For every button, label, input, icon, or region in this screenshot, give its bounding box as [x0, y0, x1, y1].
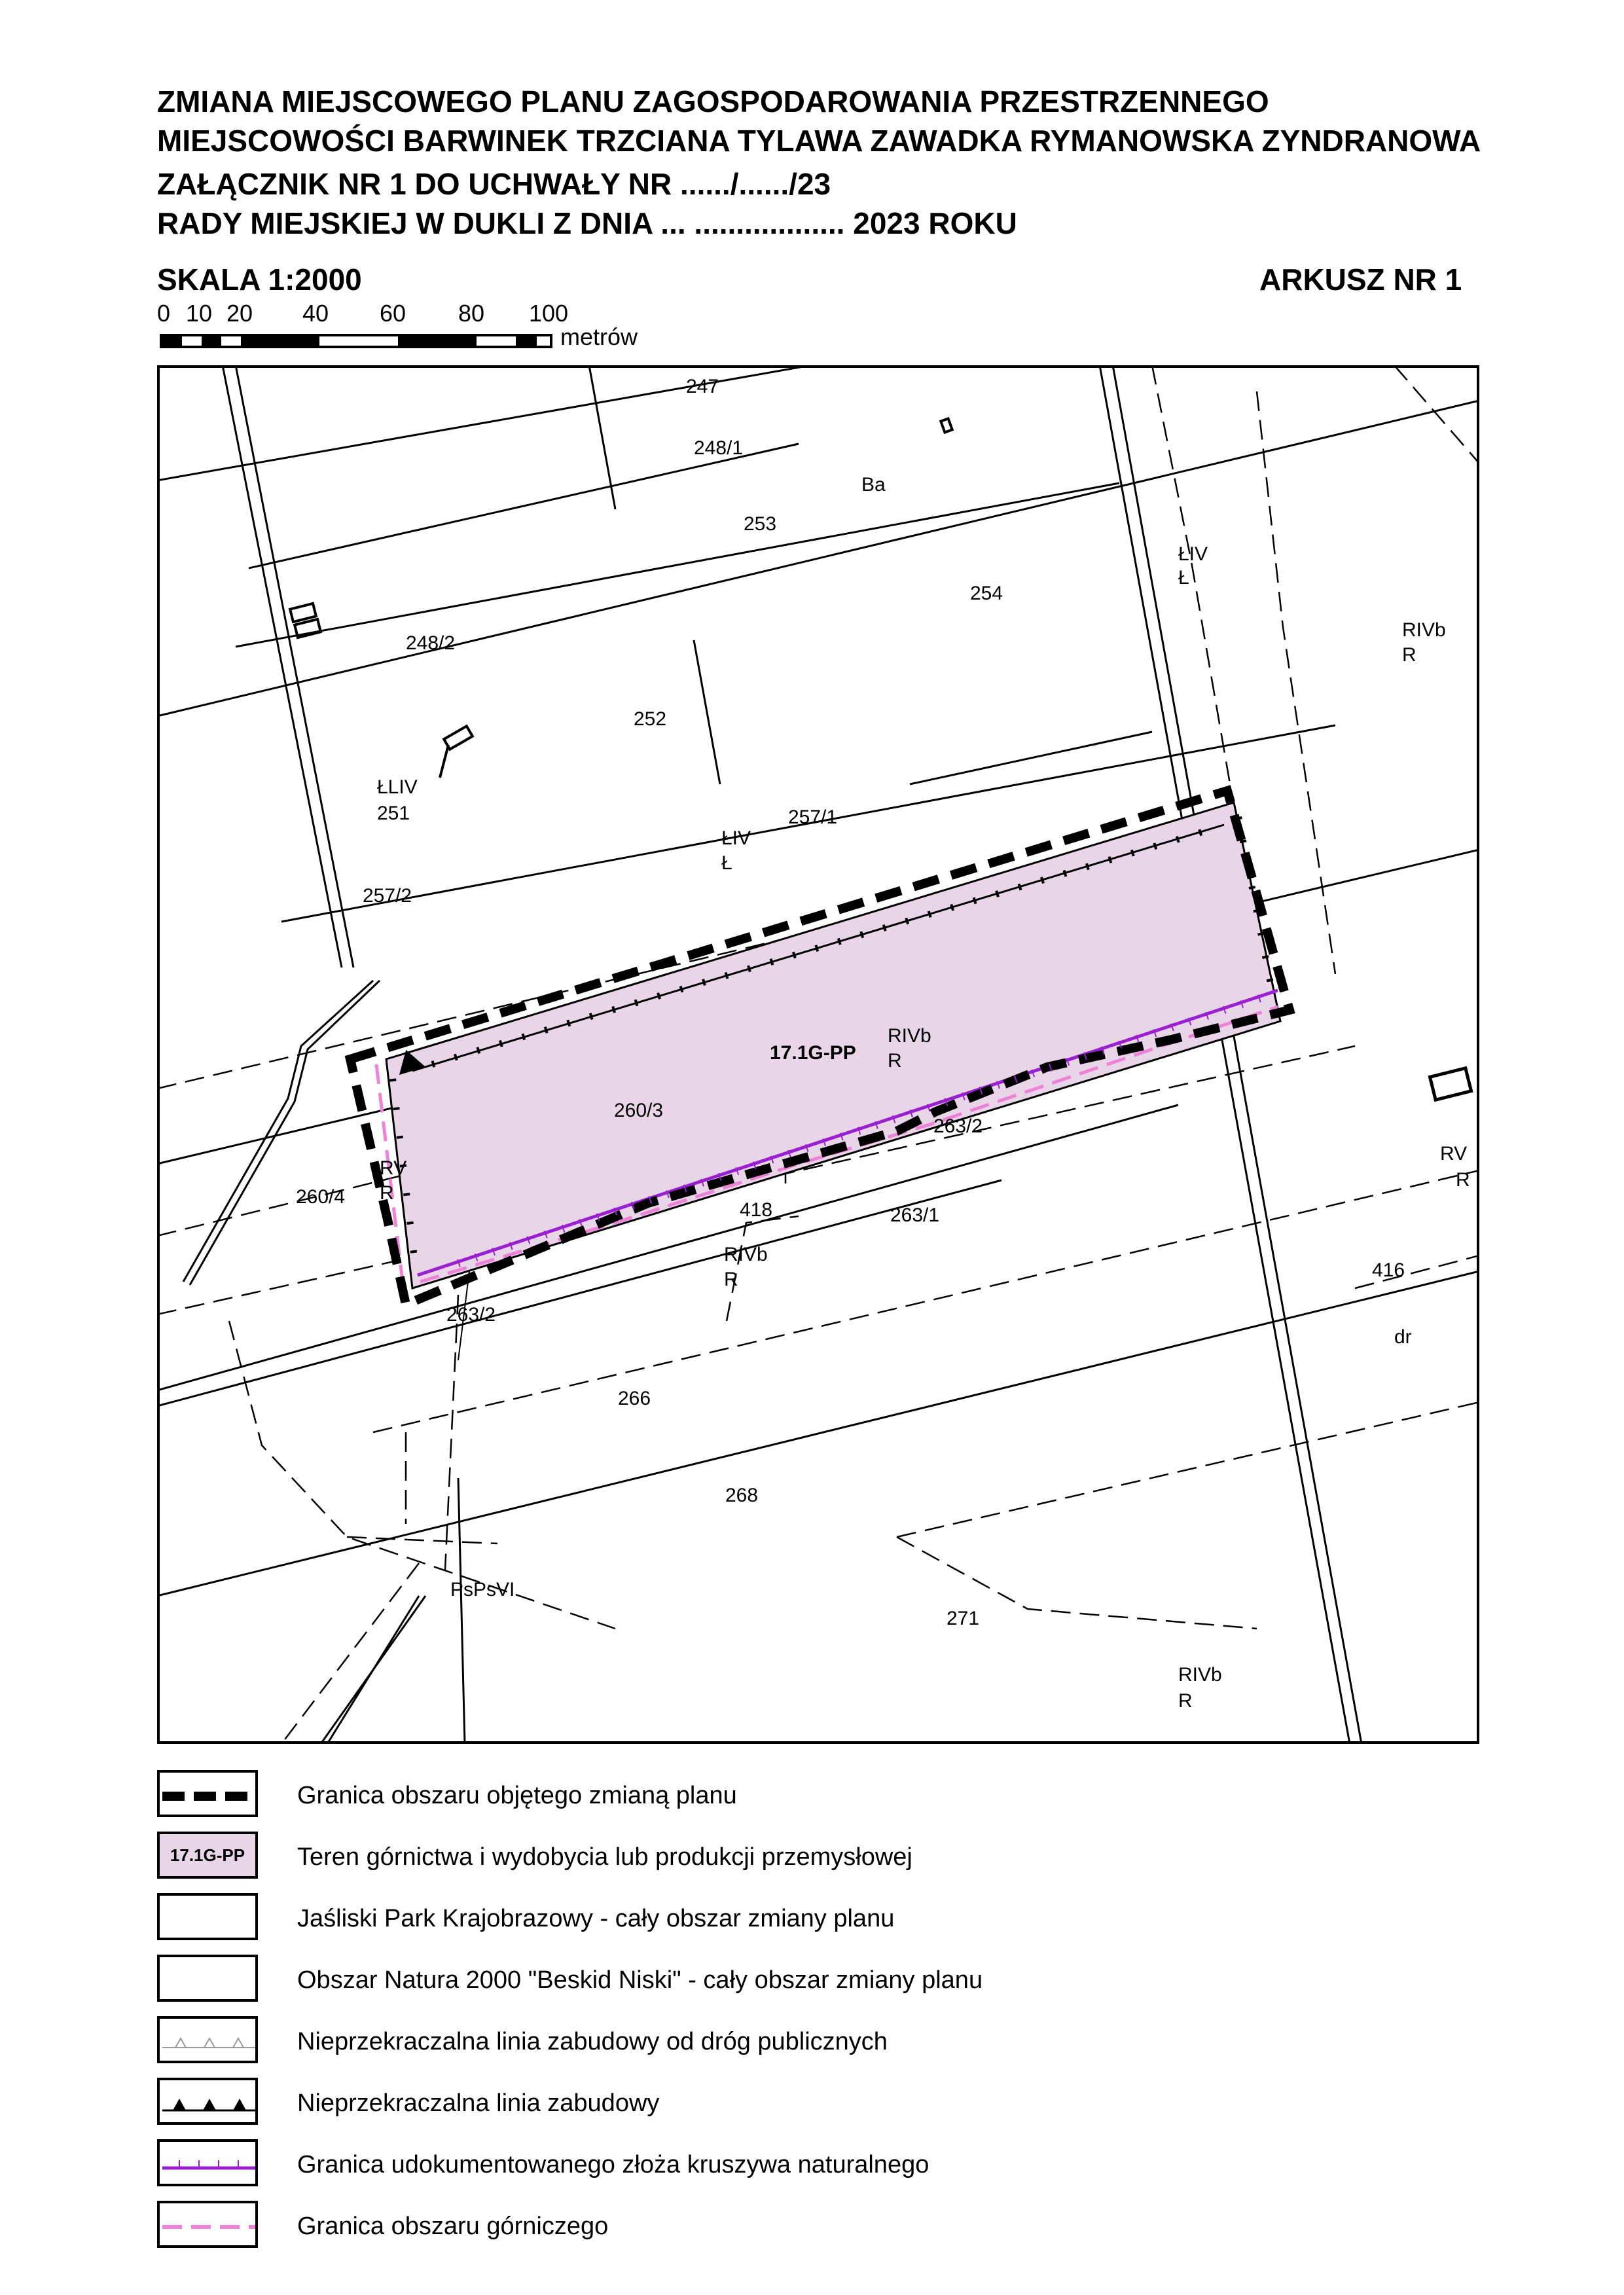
- sheet-label: ARKUSZ NR 1: [1259, 262, 1462, 297]
- land-class-ps: PsPsVI: [450, 1579, 515, 1600]
- deposit-line-icon: [157, 2139, 258, 2186]
- land-class-rivb-4: RIVb: [1178, 1664, 1222, 1686]
- legend-item-deposit-boundary: [157, 2139, 1335, 2190]
- plan-title-line-2: MIEJSCOWOŚCI BARWINEK TRZCIANA TYLAWA ZAWADKA RYMANOWSKA ZYNDRANOWA: [157, 124, 1481, 158]
- scale-tick-20: 20: [226, 300, 253, 327]
- parcel-247: 247: [686, 376, 719, 397]
- scale-tick-10: 10: [186, 300, 213, 327]
- land-class-r-5: R: [724, 1269, 738, 1290]
- scale-tick-80: 80: [458, 300, 485, 327]
- parcel-260-4: 260/4: [296, 1186, 346, 1208]
- legend-item-road-building-line: [157, 2016, 1335, 2067]
- legend-item-plan-boundary: [157, 1770, 1335, 1821]
- parcel-260-3: 260/3: [614, 1100, 664, 1121]
- zone-code-label: 17.1G-PP: [770, 1042, 856, 1064]
- parcel-257-1: 257/1: [788, 806, 838, 828]
- legend-zone-code: 17.1G-PP: [170, 1845, 245, 1865]
- land-class-liv-2: ŁIV: [721, 827, 751, 849]
- land-class-rv-2: RV: [1440, 1143, 1468, 1165]
- land-class-r-2: R: [888, 1050, 902, 1072]
- legend-label: Nieprzekraczalna linia zabudowy: [297, 2089, 660, 2117]
- legend-label: Jaśliski Park Krajobrazowy - cały obszar zmiany planu: [297, 1905, 895, 1932]
- legend-label: Granica udokumentowanego złoża kruszywa naturalnego: [297, 2151, 929, 2178]
- parcel-248-2: 248/2: [406, 632, 456, 654]
- parcel-268: 268: [725, 1485, 759, 1506]
- filled-triangle-line-icon: [157, 2078, 258, 2125]
- legend-item-landscape-park: [157, 1893, 1335, 1944]
- empty-swatch-icon: [157, 1955, 258, 2002]
- land-class-l-1: Ł: [1178, 567, 1189, 588]
- land-class-rv-1: RV: [380, 1157, 407, 1179]
- parcel-263-1: 263/1: [890, 1204, 940, 1226]
- legend-label: Granica obszaru górniczego: [297, 2213, 609, 2240]
- parcel-418: 418: [740, 1199, 773, 1221]
- land-class-liv-1: ŁIV: [1178, 543, 1208, 565]
- parcel-416: 416: [1372, 1259, 1405, 1281]
- council-date-line: RADY MIEJSKIEJ W DUKLI Z DNIA ... .................. 2023 ROKU: [157, 206, 1017, 240]
- legend-item-natura-2000: [157, 1955, 1335, 2006]
- land-class-rivb-1: RIVb: [1402, 619, 1446, 641]
- land-class-lliv: ŁLIV: [377, 776, 418, 798]
- land-class-r-4: R: [1456, 1169, 1470, 1191]
- zone-swatch-icon: [157, 1832, 258, 1879]
- land-class-ba: Ba: [861, 474, 886, 496]
- scale-unit: metrów: [560, 323, 638, 350]
- scale-tick-40: 40: [302, 300, 329, 327]
- legend-item-mining-zone: [157, 1832, 1335, 1883]
- parcel-257-2: 257/2: [363, 885, 412, 907]
- legend-label: Granica obszaru objętego zmianą planu: [297, 1782, 737, 1809]
- dashed-boundary-icon: [157, 1770, 258, 1817]
- land-class-r-1: R: [1402, 644, 1416, 666]
- land-class-r-6: R: [1178, 1690, 1193, 1712]
- plan-title-line-1: ZMIANA MIEJSCOWEGO PLANU ZAGOSPODAROWANIA PRZESTRZENNEGO: [157, 84, 1269, 118]
- parcel-266: 266: [618, 1388, 651, 1409]
- parcel-252: 252: [634, 708, 667, 730]
- parcel-251: 251: [377, 803, 410, 824]
- legend-item-mining-area-boundary: [157, 2201, 1335, 2252]
- legend-label: Teren górnictwa i wydobycia lub produkcji przemysłowej: [297, 1843, 912, 1871]
- parcel-271: 271: [947, 1608, 980, 1629]
- scale-tick-100: 100: [529, 300, 569, 327]
- empty-swatch-icon: [157, 1893, 258, 1940]
- open-triangle-line-icon: [157, 2016, 258, 2063]
- resolution-attachment-line: ZAŁĄCZNIK NR 1 DO UCHWAŁY NR ....../....../23: [157, 167, 831, 201]
- parcel-263-2-a: 263/2: [933, 1115, 983, 1137]
- legend-label: Nieprzekraczalna linia zabudowy od dróg publicznych: [297, 2028, 888, 2055]
- scale-bar: [160, 334, 552, 348]
- parcel-248-1: 248/1: [694, 437, 744, 459]
- scale-tick-0: 0: [157, 300, 171, 327]
- parcel-254: 254: [970, 583, 1003, 604]
- land-class-r-3: R: [380, 1182, 394, 1204]
- land-class-l-2: Ł: [721, 852, 732, 874]
- mining-area-line-icon: [157, 2201, 258, 2248]
- legend-label: Obszar Natura 2000 "Beskid Niski" - cały obszar zmiany planu: [297, 1966, 983, 1994]
- parcel-253: 253: [744, 513, 777, 535]
- land-class-rivb-3: RIVb: [724, 1244, 768, 1265]
- scale-tick-60: 60: [380, 300, 406, 327]
- land-class-rivb-2: RIVb: [888, 1025, 931, 1047]
- legend-item-building-line: [157, 2078, 1335, 2129]
- land-class-dr: dr: [1394, 1326, 1412, 1348]
- scale-label: SKALA 1:2000: [157, 262, 362, 297]
- map-frame: [157, 365, 1479, 1744]
- parcel-263-2-b: 263/2: [446, 1304, 496, 1326]
